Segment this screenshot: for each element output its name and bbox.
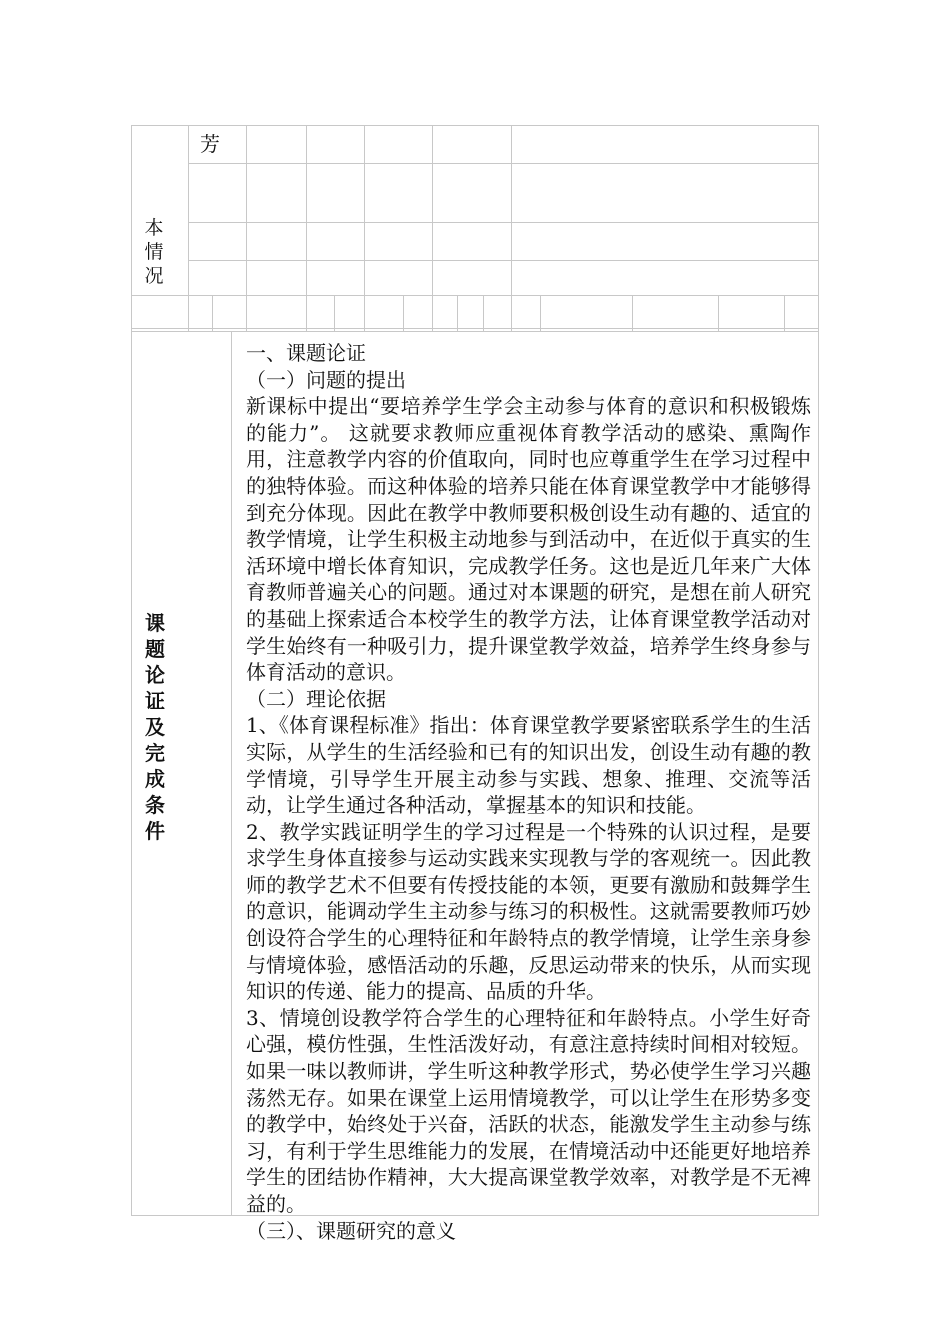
- table-rule: [306, 295, 307, 331]
- table-rule: [246, 125, 247, 295]
- table-rule: [131, 328, 819, 329]
- table-rule: [540, 295, 541, 331]
- label-char: 成: [145, 767, 165, 791]
- label-char: 本: [144, 217, 164, 239]
- table-rule: [188, 222, 819, 223]
- table-rule: [403, 295, 404, 331]
- table-rule: [718, 295, 719, 331]
- table-rule: [632, 295, 633, 331]
- table-rule: [188, 260, 819, 261]
- label-char: 完: [145, 741, 165, 765]
- table-rule: [364, 295, 365, 331]
- table-rule: [432, 295, 433, 331]
- subheading-theory: （二）理论依据: [246, 686, 386, 711]
- label-char: 件: [145, 819, 165, 843]
- table-rule: [457, 295, 458, 331]
- table-border: [131, 125, 819, 126]
- label-char: 证: [145, 689, 165, 713]
- table-rule: [511, 295, 512, 331]
- table-rule: [231, 331, 232, 1216]
- table-rule: [432, 125, 433, 295]
- label-char: 课: [145, 611, 165, 635]
- label-char: 及: [145, 715, 165, 739]
- table-rule: [334, 295, 335, 331]
- table-rule: [212, 295, 213, 331]
- label-char: 论: [145, 663, 165, 687]
- table-rule: [784, 295, 785, 331]
- paragraph-theory-1: 1、《体育课程标准》指出：体育课堂教学要紧密联系学生的生活实际，从学生的生活经验和已有的知识出发，创设生动有趣的教学情境，引导学生开展主动参与实践、想象、推理、交流等活动，让学生通过各种活动，掌握基本的知识和技能。: [246, 713, 811, 818]
- table-rule: [483, 295, 484, 331]
- table-rule: [364, 125, 365, 295]
- label-char: 条: [145, 793, 165, 817]
- table-rule: [188, 125, 189, 331]
- subheading-significance: （三）、课题研究的意义: [246, 1218, 456, 1243]
- label-char: 况: [144, 265, 164, 287]
- paragraph-theory-2: 2、教学实践证明学生的学习过程是一个特殊的认识过程，是要求学生身体直接参与运动实践来实现教与学的客观统一。因此教师的教学艺术不但要有传授技能的本领，更要有激励和鼓舞学生的意识，能调动学生主动参与练习的积极性。这就需要教师巧妙创设符合学生的心理特征和年龄特点的教学情境，让学生亲身参与情境体验，感悟活动的乐趣，反思运动带来的快乐，从而实现知识的传递、能力的提高、品质的升华。: [246, 819, 811, 1004]
- table-rule: [131, 295, 819, 296]
- label-char: 题: [145, 637, 165, 661]
- table-rule: [246, 295, 247, 331]
- paragraph-problem: 新课标中提出“要培养学生学会主动参与体育的意识和积极锻炼的能力”。 这就要求教师应重视体育教学活动的感染、熏陶作用，注意教学内容的价值取向，同时也应尊重学生在学习过程中的独特体验。而这种体验的培养只能在体育课堂教学中才能够得到充分体现。因此在教学中教师要积极创设生动有趣的、适宜的教学情境，让学生积极主动地参与到活动中，在近似于真实的生活环境中增长体育知识，完成教学任务。这也是近几年来广大体育教师普遍关心的问题。通过对本课题的研究，是想在前人研究的基础上探索适合本校学生的教学方法，让体育课堂教学活动对学生始终有一种吸引力，提升课堂教学效益，培养学生终身参与体育活动的意识。: [246, 394, 811, 685]
- table-rule: [131, 331, 819, 332]
- subheading-problem: （一）问题的提出: [246, 367, 406, 392]
- table-rule: [188, 163, 819, 164]
- label-char: 情: [144, 241, 164, 263]
- section-side-label: [132, 610, 178, 844]
- basic-info-label: [134, 216, 174, 288]
- table-rule: [511, 125, 512, 295]
- paragraph-theory-3: 3、情境创设教学符合学生的心理特征和年龄特点。小学生好奇心强，模仿性强，生性活泼好动，有意注意持续时间相对较短。如果一味以教师讲，学生听这种教学形式，势必使学生学习兴趣荡然无存。如果在课堂上运用情境教学，可以让学生在形势多变的教学中，始终处于兴奋，活跃的状态，能激发学生主动参与练习，有利于学生思维能力的发展，在情境活动中还能更好地培养学生的团结协作精神，大大提高课堂教学效率，对教学是不无裨益的。: [246, 1005, 811, 1216]
- table-border: [818, 125, 819, 1216]
- section-body: [246, 340, 811, 1244]
- table-rule: [306, 125, 307, 295]
- top-cell-text: 芳: [200, 132, 220, 156]
- heading-topic-argument: 一、课题论证: [246, 341, 366, 365]
